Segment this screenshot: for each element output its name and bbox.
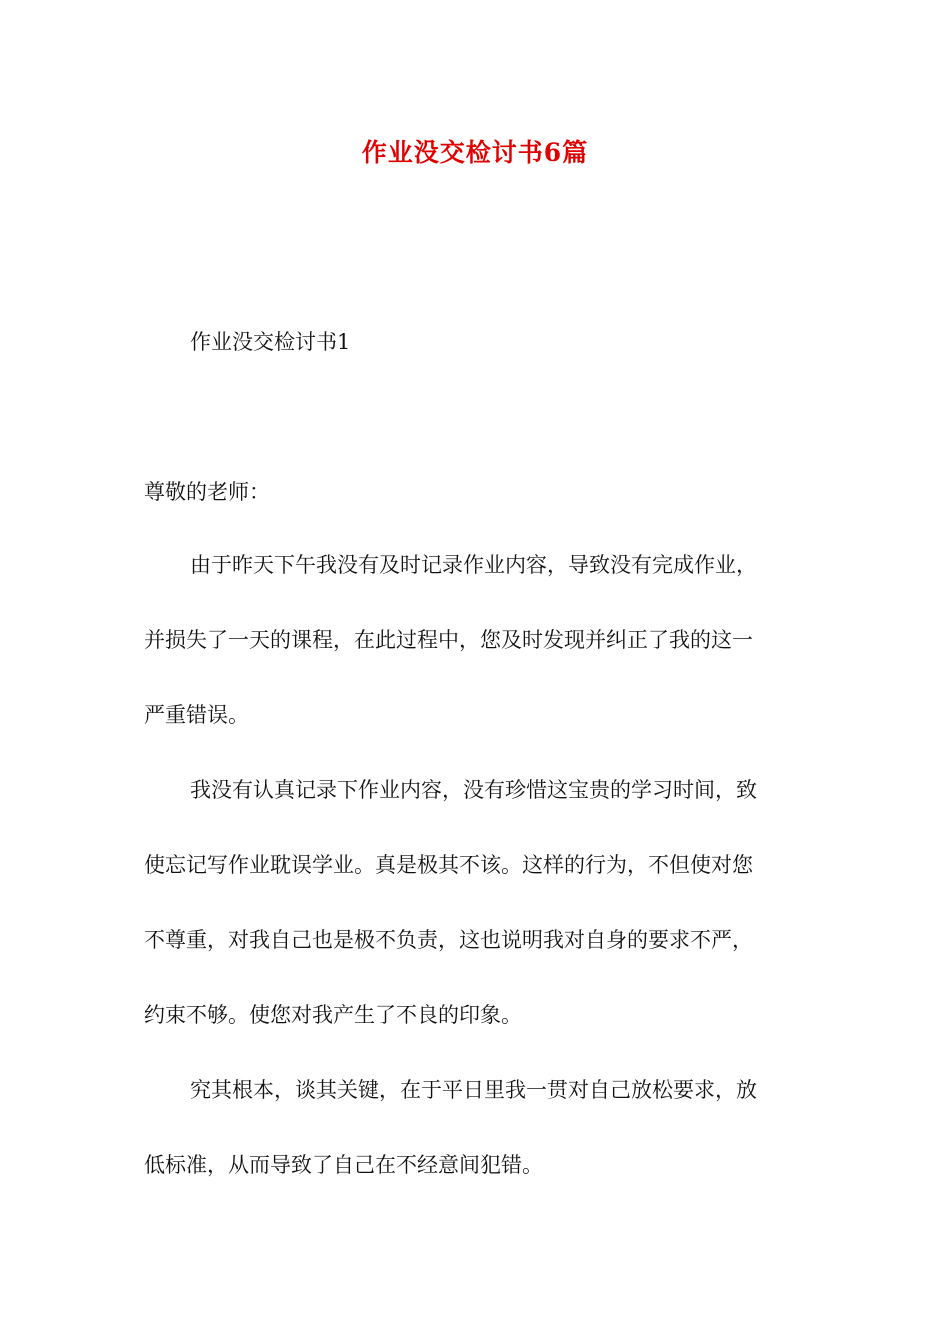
section-heading: 作业没交检讨书1 bbox=[190, 330, 351, 354]
paragraph-line: 由于昨天下午我没有及时记录作业内容，导致没有完成作业， bbox=[190, 553, 757, 577]
paragraph-1 bbox=[144, 528, 806, 753]
paragraph-line: 不尊重，对我自己也是极不负责，这也说明我对自身的要求不严， bbox=[144, 928, 753, 952]
document-title: 作业没交检讨书6篇 bbox=[361, 138, 589, 167]
paragraph-line: 并损失了一天的课程，在此过程中，您及时发现并纠正了我的这一 bbox=[144, 628, 753, 652]
paragraph-2 bbox=[144, 753, 806, 1053]
paragraph-line: 我没有认真记录下作业内容，没有珍惜这宝贵的学习时间，致 bbox=[190, 778, 757, 802]
paragraph-3 bbox=[144, 1053, 806, 1203]
paragraph-line: 约束不够。使您对我产生了不良的印象。 bbox=[144, 1003, 522, 1027]
paragraph-line: 严重错误。 bbox=[144, 703, 249, 727]
paragraph-line: 使忘记写作业耽误学业。真是极其不该。这样的行为，不但使对您 bbox=[144, 853, 753, 877]
paragraph-line: 究其根本，谈其关键，在于平日里我一贯对自己放松要求，放 bbox=[190, 1078, 757, 1102]
salutation: 尊敬的老师： bbox=[144, 480, 270, 504]
paragraph-line: 低标准，从而导致了自己在不经意间犯错。 bbox=[144, 1153, 543, 1177]
